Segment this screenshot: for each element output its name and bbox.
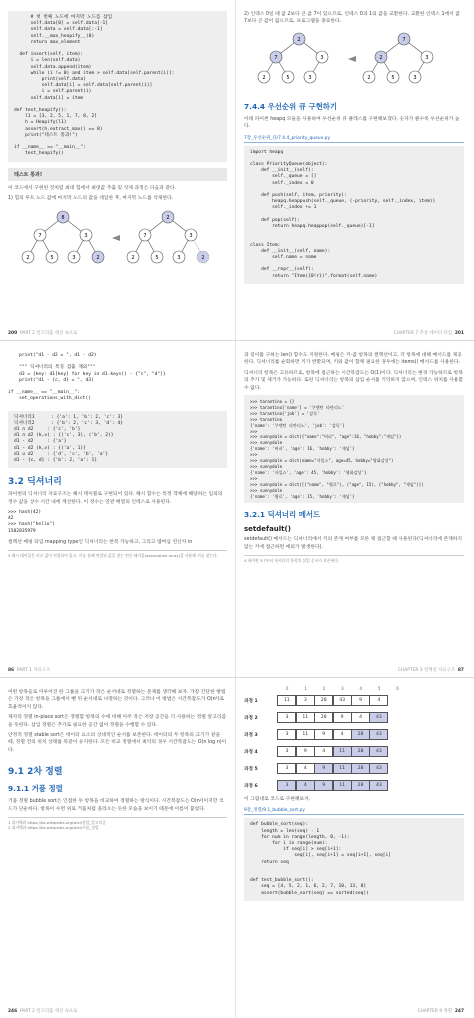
array-cell: 11 bbox=[333, 763, 352, 774]
page-200 bbox=[0, 0, 236, 340]
intro-text: 2) 인덱스 0일 때 값 2보다 큰 값 7이 있으므로, 인덱스 0과 1의 값을 교환한다. 교환한 인덱스 1에서 값 7보다 큰 값이 없으므로, 프로그램을 종료한다. bbox=[244, 12, 460, 25]
step-label: 과정 5 bbox=[244, 766, 258, 772]
dict-example-code: >>> tarantino = {} >>> tarantino['name'] = '쿠엔틴 타란티노' >>> tarantino['job'] = '감독' >>> tarantino {'name': '쿠엔틴 타란티노', 'job': '감독'} >>> >>> sunnydale = dict({"name":"버피", "age":16, "hobby":"게임"}) >>> sunnydale {'name': '버피', 'age': 16, 'hobby': '게임'} >>> >>> sunnydale = dict(name="자일스", age=45, hobby="영화감상") >>> sunnydale {'name': '자일스', 'age': 45, 'hobby': '영화감상'} >>> >>> sunnydale = dict([("name", "윌로"), ("age", 15), ("hobby", "게임")]) >>> sunnydale {'name': '윌로', 'age': 15, 'hobby': '게임'} bbox=[244, 395, 464, 503]
svg-text:2: 2 bbox=[201, 255, 205, 262]
array-cell: 43 bbox=[369, 763, 388, 774]
svg-text:2: 2 bbox=[379, 54, 383, 61]
bubble-step-row bbox=[244, 745, 464, 758]
page-87 bbox=[236, 341, 472, 677]
array-cell: 43 bbox=[369, 729, 388, 740]
array-cell: 3 bbox=[277, 780, 296, 791]
arrow-icon bbox=[348, 56, 356, 62]
svg-text:2: 2 bbox=[96, 255, 100, 262]
array-cell: 43 bbox=[369, 746, 388, 757]
index-label: 1 bbox=[304, 686, 307, 691]
bubble-step-row bbox=[244, 711, 464, 724]
svg-text:3: 3 bbox=[177, 255, 181, 262]
svg-text:7: 7 bbox=[38, 233, 42, 240]
section-title-dict: 3.2 딕셔너리 bbox=[8, 477, 62, 488]
array-cell: 9 bbox=[333, 712, 352, 723]
bubble-sort-diagram bbox=[244, 694, 464, 792]
svg-text:3: 3 bbox=[189, 233, 193, 240]
array-cell: 28 bbox=[314, 695, 333, 706]
index-label: 5 bbox=[377, 686, 381, 691]
array-cell: 9 bbox=[296, 746, 315, 757]
step-label: 과정 4 bbox=[244, 749, 258, 755]
file-label: 9장_정렬/9.1_bubble_sort.py bbox=[244, 807, 464, 815]
array-cell: 9 bbox=[314, 763, 333, 774]
svg-text:2: 2 bbox=[26, 255, 30, 262]
svg-text:3: 3 bbox=[413, 74, 417, 81]
array-cell: 28 bbox=[351, 780, 370, 791]
array-cell: 4 bbox=[351, 712, 370, 723]
page-footer: CHAPTER 7 추상 데이터 타입 201 bbox=[393, 331, 464, 336]
step-label: 과정 6 bbox=[244, 783, 258, 789]
array-cell: 3 bbox=[277, 712, 296, 723]
page-86 bbox=[0, 341, 236, 677]
step-label: 과정 2 bbox=[244, 715, 258, 721]
dict-body-1: 파이썬의 딕셔너리 자료구조는 해시 테이블로 구현되어 있다. 해시 함수는 특정 객체에 해당하는 임의의 정수 값을 상수 시간 내에 계산한다. 이 정수는 연관 배열의 인덱스로 사용된다. bbox=[8, 492, 223, 505]
svg-text:3: 3 bbox=[72, 255, 76, 262]
tree-before bbox=[22, 211, 104, 263]
page-201 bbox=[236, 0, 472, 340]
bubble-body: 거품 정렬 bubble sort은 인접한 두 항목을 비교하여 정렬하는 방식이다. 시간복잡도는 O(n²)이지만 코드가 단순하다. 항목이 수면 위로 거품처럼 올라오는 듯한 모습을 보이기 때문에 이름이 붙었다. bbox=[8, 799, 224, 812]
set-ops-code: print("d1 - d2 = ", d1 - d2) """ 딕셔너리의 특징 검출 제외""" d3 = {key: d1[key] for key in d1.keys() - {"c", "d"}} print("d1 - {c, d} = ", d3) if __name__ == "__main__": set_operations_with_dict() bbox=[8, 353, 166, 402]
array-cell: 4 bbox=[314, 746, 333, 757]
index-label: 0 bbox=[285, 686, 289, 691]
array-cell: 28 bbox=[351, 746, 370, 757]
dict-body-3: 과 길이를 구하는 len() 함수도 지원한다. 매핑은 키-값 항목의 컬렉션이고, 각 항목에 대해 메서드를 제공한다. 딕셔너리를 순회하면 키가 반환되며, 키와 값이 함께 필요한 경우에는 items() 메서드를 사용한다. bbox=[244, 353, 462, 366]
array-cell: 28 bbox=[351, 729, 370, 740]
index-label: 2 bbox=[322, 686, 326, 691]
priority-queue-code: import heapq class PriorityQueue(object): def __init__(self): self._queue = [] self._index = 0 def push(self, item, priority): heapq.heappush(self._queue, (-priority, self._index, item)) self._index += 1 def pop(self): return heapq.heappop(self._queue)[-1] class Item: def __init__(self, name): self.name = name def __repr__(self): return "Item({0!r})".format(self.name) bbox=[244, 146, 464, 284]
array-cell: 3 bbox=[296, 695, 315, 706]
svg-text:5: 5 bbox=[155, 255, 159, 262]
spread-heap bbox=[0, 0, 474, 341]
svg-text:5: 5 bbox=[391, 74, 395, 81]
svg-text:7: 7 bbox=[402, 36, 406, 43]
caption: 이 그림대로 코드로 구현해보자. bbox=[244, 797, 311, 802]
page-footer: CHAPTER 3 컬렉션 자료구조 87 bbox=[397, 668, 464, 673]
hash-code: >>> hash(42) 42 >>> hash("hello") 1582835979 bbox=[8, 510, 56, 534]
index-label: 3 bbox=[341, 686, 344, 691]
file-label: 7장_우선순위_큐/7.4.4_priority_queue.py bbox=[244, 135, 464, 143]
step-label: 과정 3 bbox=[244, 732, 258, 738]
spread-sort bbox=[0, 678, 474, 1018]
array-cell: 11 bbox=[277, 695, 296, 706]
heap-code-block: # 첫 번째 노드에 마지막 노드를 삽입 self.data[0] = self.data[-1] self.data = self.data[:-1] self.__max_heapify__(0) return max_element def insert(self, item): i = len(self.data) self.data.append(item) while (i != 0) and item > self.data[self.parent(i)]: print(self.data) self.data[i] = self.data[self.parent(i)] i = self.parent(i) self.data[i] = item def test_heapify(): l1 = [3, 2, 5, 1, 7, 8, 2] h = Heapify(l1) assert(h.extract_max() == 8) print("테스트 통과!") if __name__ == "__main__": test_heapify() bbox=[8, 11, 227, 162]
array-cell: 3 bbox=[277, 746, 296, 757]
array-cell: 4 bbox=[333, 729, 352, 740]
array-cell: 9 bbox=[351, 695, 370, 706]
setdefault-heading: setdefault() bbox=[244, 525, 291, 534]
footnote: 1 위키백과 https://ko.wikipedia.org/wiki/정렬_알고리즘 2 위키백과 https://ko.wikipedia.org/wiki/거품_정렬 bbox=[8, 817, 227, 830]
sort-body-2: 제자리 정렬 in-place sort은 정렬할 항목의 수에 비해 아주 작은 저장 공간을 더 사용하는 정렬 알고리즘을 뜻한다. 삽입 정렬은 추가로 필요한 공간 없이 정렬을 수행할 수 있다. bbox=[8, 715, 226, 728]
svg-text:2: 2 bbox=[297, 36, 301, 43]
array-cell: 11 bbox=[296, 729, 315, 740]
svg-text:2: 2 bbox=[262, 74, 266, 81]
svg-text:3: 3 bbox=[425, 54, 429, 61]
svg-text:3: 3 bbox=[308, 74, 312, 81]
array-cell: 43 bbox=[369, 780, 388, 791]
dict-body-4: 딕셔너리 항목은 고유하므로, 항목에 접근하는 시간복잡도는 O(1)이다. 딕셔너리는 변경 가능하므로 항목의 추가 및 제거가 가능하다. 또한 딕셔너리는 항목의 삽입 순서를 기억하지 않으며, 인덱스 위치를 사용할 수 없다. bbox=[244, 370, 464, 391]
page-footer: CHAPTER 9 정렬 247 bbox=[417, 1009, 464, 1014]
bubble-step-row bbox=[244, 779, 464, 792]
heap-diagram-swap bbox=[244, 29, 464, 91]
bubble-step-row bbox=[244, 762, 464, 775]
sort-body-3: 안정적 정렬 stable sort은 데이터 요소의 상대적인 순서를 보존한다. 데이터의 두 항목의 크기가 같을 때, 정렬 전의 위치 상태를 똑같이 유지한다. 모든 비교 정렬에서 최악의 경우 시간복잡도는 O(n log n)이다. bbox=[8, 733, 227, 753]
section-title-bubble: 9.1.1 거품 정렬 bbox=[8, 784, 63, 794]
array-cell: 3 bbox=[277, 729, 296, 740]
svg-text:7: 7 bbox=[143, 233, 147, 240]
footnote: 3 해시 테이블은 키로 값이 연결되어 있고, 키를 통해 연결된 값을 찾는 연산 테이블(associative array)을 사용해 키를 찾는다. bbox=[8, 550, 227, 558]
page-246 bbox=[0, 678, 236, 1018]
spread-dict bbox=[0, 341, 474, 678]
svg-text:3: 3 bbox=[320, 54, 324, 61]
section-title-priority-queue: 7.4.4 우선순위 큐 구현하기 bbox=[244, 101, 338, 111]
array-cell: 11 bbox=[333, 780, 352, 791]
svg-text:3: 3 bbox=[84, 233, 88, 240]
page-footer: 200 PART 2 알고리즘 세상 속으로 bbox=[8, 331, 78, 336]
array-cell: 43 bbox=[369, 712, 388, 723]
sort-body-1: 어떤 항목들로 이루어진 한 그룹을 크기가 작은 순서대로 정렬하는 문제를 생각해 보자. 가장 간단한 방법은 가장 작은 항목을 그룹에서 뺀 뒤 순서대로 나열하는 것이다. 그러나 이 방법은 시간복잡도가 O(n²)로 효율적이지 않다. bbox=[8, 690, 226, 710]
array-cell: 28 bbox=[314, 712, 333, 723]
array-cell: 3 bbox=[277, 763, 296, 774]
test-pass-box: 테스트 통과! bbox=[8, 168, 227, 181]
node-root: 8 bbox=[61, 215, 65, 222]
index-label: 4 bbox=[359, 686, 363, 691]
array-cell: 9 bbox=[314, 780, 333, 791]
svg-text:7: 7 bbox=[274, 54, 278, 61]
array-cell: 4 bbox=[296, 763, 315, 774]
svg-text:5: 5 bbox=[50, 255, 54, 262]
svg-text:5: 5 bbox=[286, 74, 290, 81]
index-label: 6 bbox=[396, 686, 399, 691]
svg-text:2: 2 bbox=[166, 215, 170, 222]
array-cell: 43 bbox=[333, 695, 352, 706]
section-title-dict-methods: 3.2.1 딕셔너리 메서드 bbox=[244, 510, 321, 520]
set-ops-output: 딕셔너리1 : {'a': 1, 'b': 2, 'c': 3} 딕셔너리2 : {'b': 2, 'c': 3, 'd': 4} d1 ∩ d2 : {'c', 'b'} d1 ∩ d2 (k,v) : {('c', 3), ('b', 2)} d1 - d2 : {'a'} d1 - d2 (k,v) : {('a', 1)} d1 ∪ d2 : {'d', 'c', 'b', 'a'} d1 - {c, d} : {'b': 2, 'a': 1} bbox=[8, 411, 227, 469]
page-footer: 246 PART 2 알고리즘 세상 속으로 bbox=[8, 1009, 78, 1014]
dict-body-2: 컬렉션 매핑 타입 mapping type인 딕셔너리는 반복 가능하고, 그리고 멤버십 연산자 in bbox=[8, 539, 193, 545]
arrow-icon bbox=[112, 235, 120, 241]
bubble-step-row bbox=[244, 694, 464, 707]
svg-text:2: 2 bbox=[367, 74, 371, 81]
array-cell: 9 bbox=[314, 729, 333, 740]
array-index-row bbox=[278, 686, 464, 691]
array-cell: 11 bbox=[333, 746, 352, 757]
svg-text:2: 2 bbox=[131, 255, 135, 262]
section-title-sort: 9.1 2차 정렬 bbox=[8, 767, 63, 778]
array-cell: 28 bbox=[351, 763, 370, 774]
page-footer: 86 PART 1 자료구조 bbox=[8, 668, 51, 673]
section-body: 아래 파이썬 heapq 모듈을 사용하여 우선순위 큐 클래스를 구현해보겠다. 숫자가 클수록 우선순위가 높다. bbox=[244, 116, 460, 130]
array-cell: 11 bbox=[296, 712, 315, 723]
heap-diagram-extract bbox=[8, 205, 228, 275]
tree-after bbox=[127, 211, 209, 263]
step-label: 과정 1 bbox=[244, 698, 258, 704]
bubble-step-row bbox=[244, 728, 464, 741]
page-247 bbox=[236, 678, 472, 1018]
body-text: 이 코드에서 구현된 것처럼 최대 힙에서 최댓값 추출 및 삭제 과정은 다음과 같다. bbox=[8, 185, 177, 191]
setdefault-body: setdefault() 메서드는 딕셔너리에서 키의 존재 여부를 모른 채 접근할 때 사용된다(딕셔너리에 존재하지 않는 키에 접근하면 예외가 발생한다). bbox=[244, 537, 463, 550]
array-cell: 4 bbox=[296, 780, 315, 791]
step-text: 1) 힙의 루트 노드 값에 마지막 노드의 값을 대입한 후, 마지막 노드를 삭제한다. bbox=[8, 196, 174, 202]
bubble-sort-code: def bubble_sort(seq): length = len(seq) - 1 for num in range(length, 0, -1): for i in range(num): if seq[i] > seq[i+1]: seq[i], seq[i+1] = seq[i+1], seq[i] return seq def test_bubble_sort(): seq = [4, 5, 2, 1, 6, 2, 7, 10, 13, 8] assert(bubble_sort(seq) == sorted(seq)) bbox=[244, 818, 464, 900]
footnote: 4 파이썬 3.7부터 딕셔너리 항목의 삽입 순서가 보존된다. bbox=[244, 555, 464, 563]
array-cell: 4 bbox=[369, 695, 388, 706]
